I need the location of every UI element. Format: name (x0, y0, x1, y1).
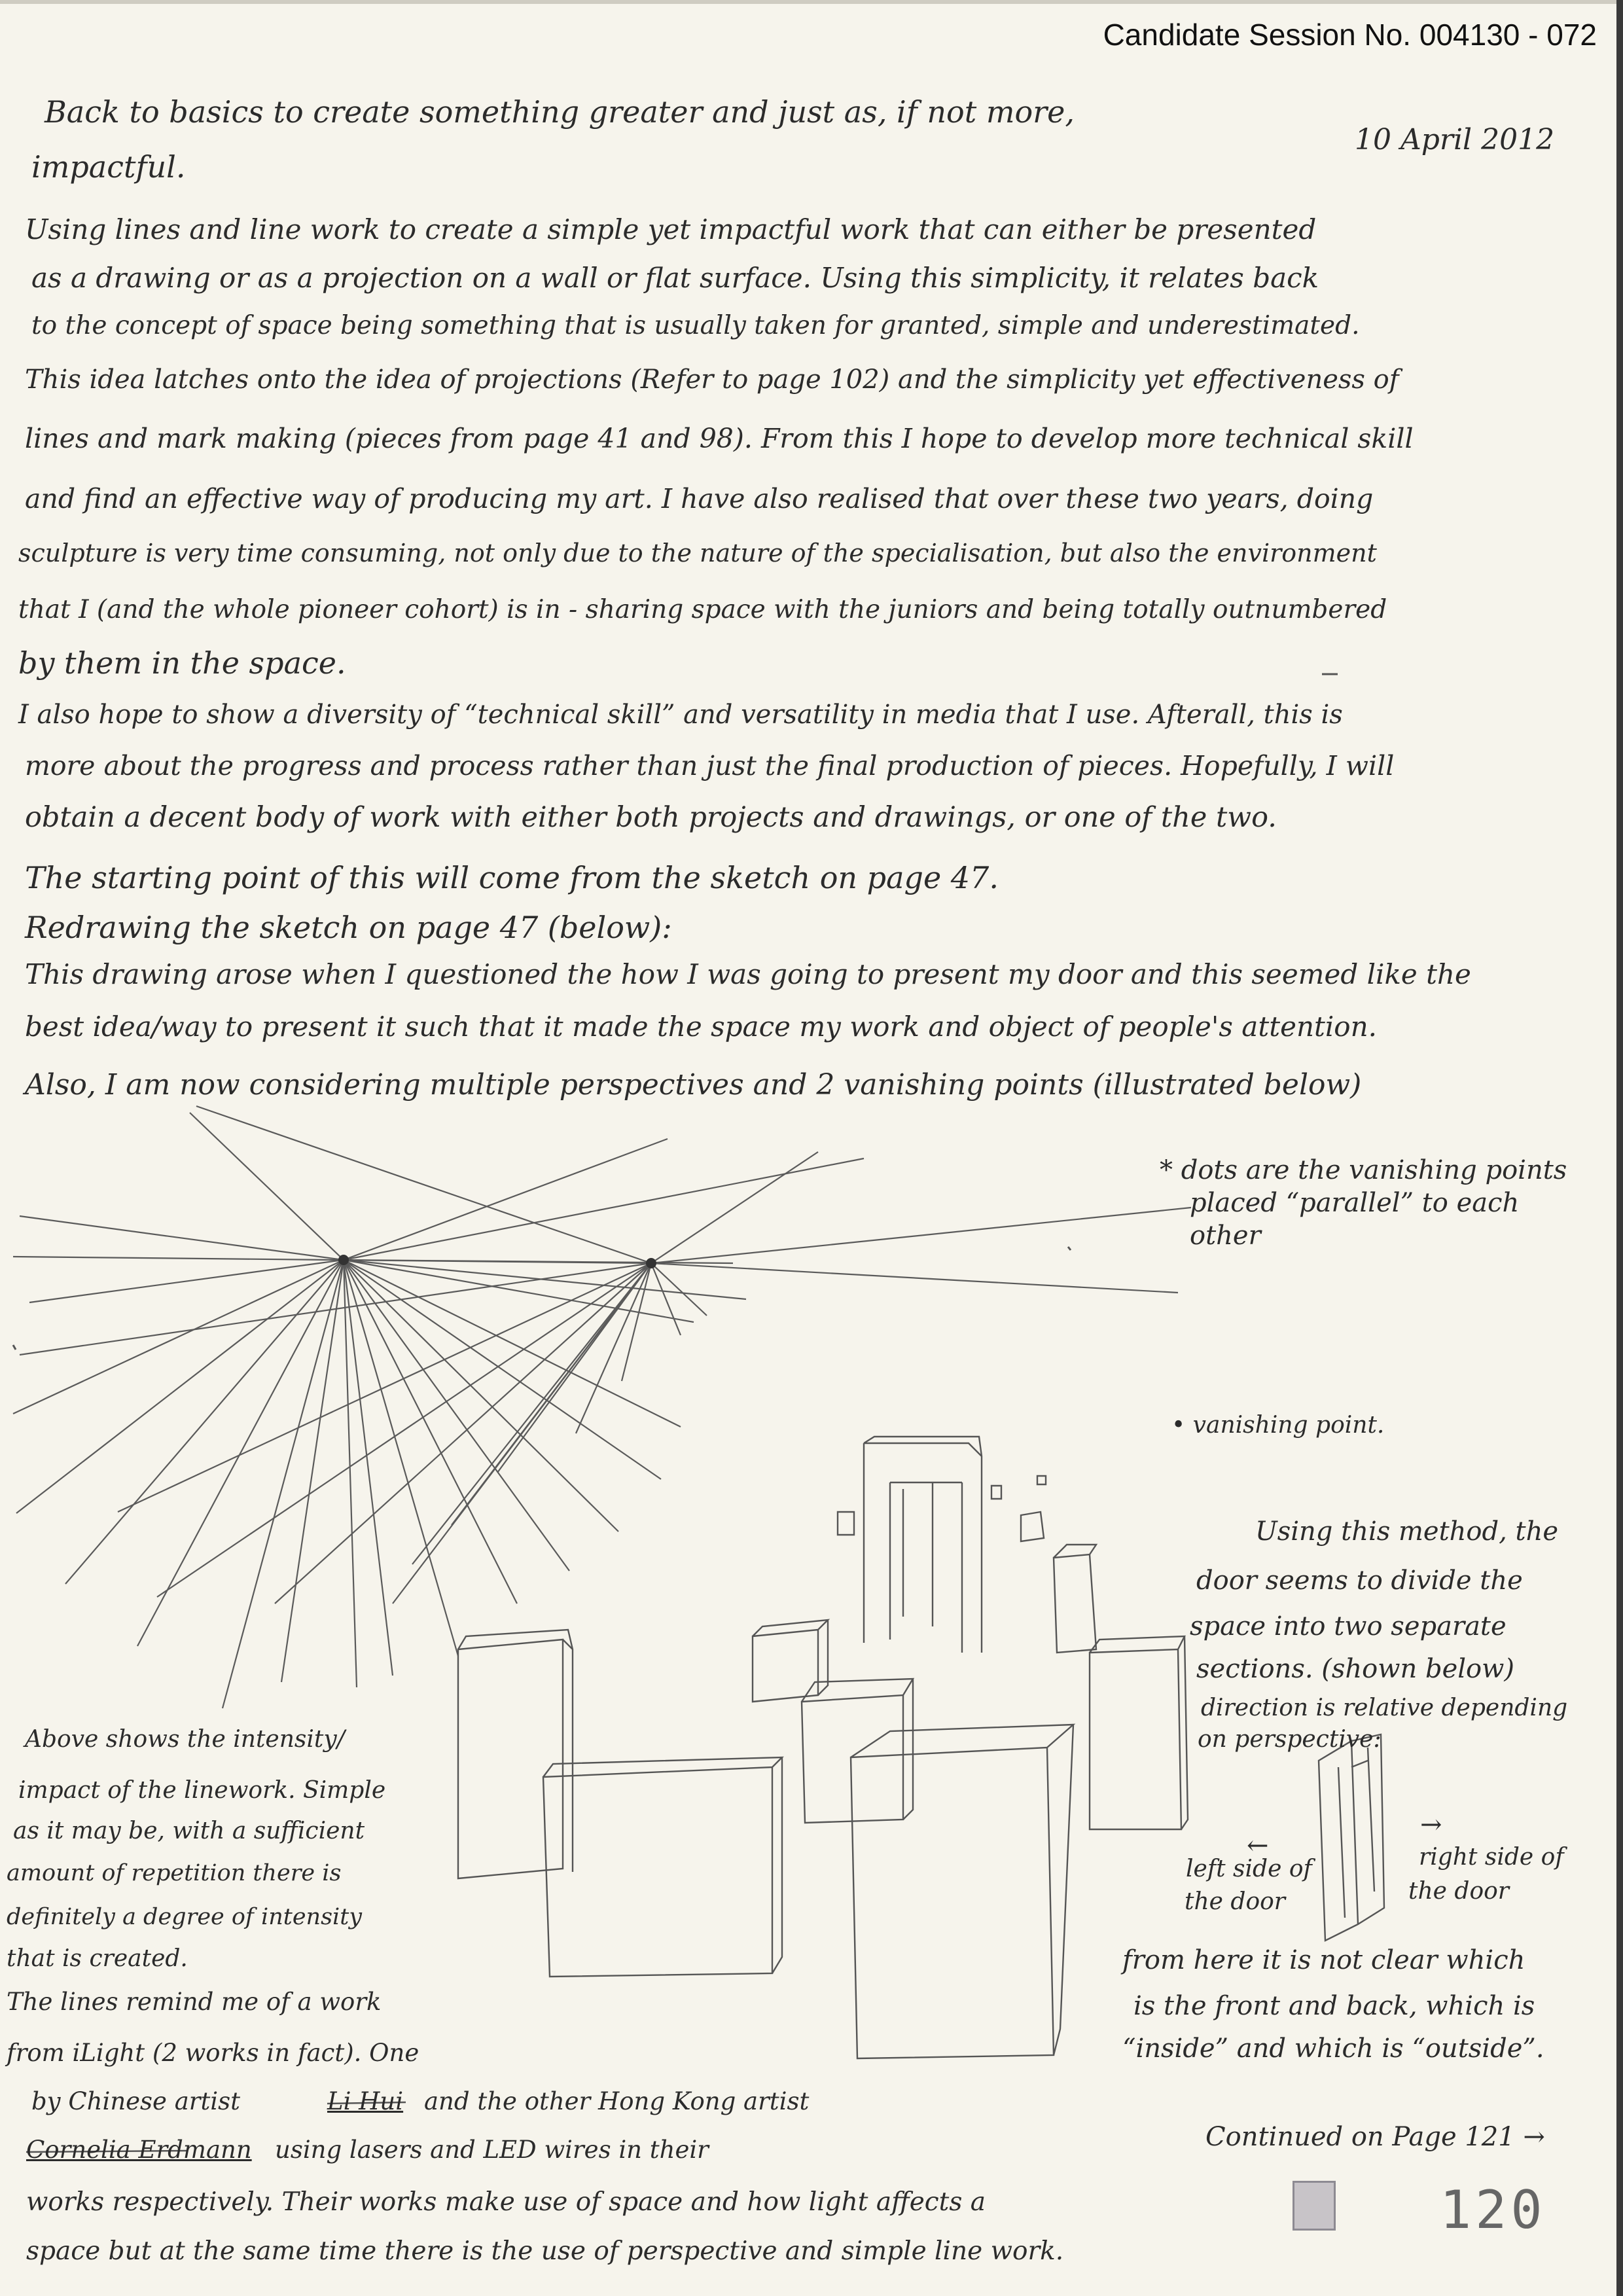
text-line-16: Redrawing the sketch on page 47 (below): (25, 910, 672, 945)
note-intensity-10: and the other Hong Kong artist (424, 2087, 810, 2115)
perspective-ray (20, 1216, 344, 1260)
text-line-14: obtain a decent body of work with either both projects and drawings, or one of the two. (25, 801, 1277, 834)
stray-marks (13, 674, 1338, 1350)
right-arrow-icon: → (1420, 1810, 1442, 1840)
note-front-back-2: is the front and back, which is (1133, 1991, 1535, 2021)
candidate-session-header: Candidate Session No. 004130 - 072 (1103, 18, 1597, 52)
left-arrow-icon: ← (1247, 1831, 1269, 1861)
perspective-ray (137, 1260, 344, 1646)
perspective-ray (344, 1260, 618, 1532)
note-intensity-11: using lasers and LED wires in their (275, 2136, 709, 2164)
perspective-ray (452, 1263, 651, 1525)
text-line-1: Back to basics to create something greater and just as, if not more, (45, 94, 1075, 130)
note-intensity-9: by Chinese artist (31, 2087, 240, 2115)
note-left-side-2: the door (1185, 1888, 1286, 1915)
perspective-ray (344, 1139, 668, 1260)
note-method-3: space into two separate (1190, 1611, 1507, 1641)
perspective-ray (344, 1260, 681, 1427)
bottom-line-2: space but at the same time there is the use of perspective and simple line work. (26, 2236, 1064, 2266)
perspective-ray (344, 1260, 458, 1656)
note-left-side-1: left side of (1186, 1856, 1312, 1882)
text-line-7: lines and mark making (pieces from page 41 and 98). From this I hope to develop more technical skill (25, 423, 1414, 454)
note-intensity-1: Above shows the intensity/ (25, 1726, 345, 1753)
text-line-13: more about the progress and process rather than just the final production of pieces. Hopefully, I will (25, 750, 1395, 781)
text-line-10: that I (and the whole pioneer cohort) is in - sharing space with the juniors and being totally outnumbered (18, 595, 1387, 624)
perspective-ray (344, 1260, 517, 1604)
note-intensity-6: that is created. (7, 1945, 188, 1972)
vanishing-point-left (338, 1255, 349, 1265)
note-vanishing-point: • vanishing point. (1171, 1412, 1385, 1439)
note-method-2: door seems to divide the (1196, 1566, 1523, 1596)
text-line-19: Also, I am now considering multiple perspectives and 2 vanishing points (illustrated below) (25, 1068, 1362, 1102)
text-line-12: I also hope to show a diversity of “technical skill” and versatility in media that I use. Afterall, this is (18, 700, 1343, 730)
note-vanishing-dots-2: placed “parallel” to each (1190, 1188, 1520, 1218)
entry-date: 10 April 2012 (1355, 123, 1555, 156)
text-line-2: impactful. (31, 149, 186, 185)
note-intensity-5: definitely a degree of intensity (7, 1904, 363, 1930)
perspective-ray (13, 1257, 651, 1263)
artist-li-hui: Li Hui (327, 2087, 404, 2115)
text-line-11: by them in the space. (18, 645, 346, 681)
note-method-6: on perspective: (1198, 1726, 1382, 1753)
text-line-9: sculpture is very time consuming, not only due to the nature of the specialisation, but also the environment (18, 539, 1377, 567)
artist-cornelia-erdmann: Cornelia Erdmann (26, 2136, 252, 2164)
note-right-side-2: the door (1408, 1878, 1510, 1905)
text-line-17: This drawing arose when I questioned the how I was going to present my door and this seemed like the (25, 958, 1471, 990)
note-intensity-8: from iLight (2 works in fact). One (7, 2039, 419, 2067)
vanishing-point-rays (13, 1106, 1191, 1708)
note-vanishing-dots-1: * dots are the vanishing points (1160, 1155, 1567, 1185)
note-intensity-2: impact of the linework. Simple (18, 1777, 386, 1804)
note-method-4: sections. (shown below) (1196, 1654, 1514, 1684)
perspective-ray (497, 1263, 651, 1473)
note-intensity-3: as it may be, with a sufficient (13, 1818, 365, 1844)
perspective-ray (344, 1260, 357, 1687)
text-line-6: This idea latches onto the idea of projections (Refer to page 102) and the simplicity yet effectiveness of (25, 365, 1399, 395)
perspective-ray (651, 1152, 818, 1263)
perspective-ray (651, 1263, 707, 1316)
note-method-1: Using this method, the (1255, 1516, 1559, 1547)
note-intensity-4: amount of repetition there is (7, 1860, 342, 1886)
note-continued: Continued on Page 121 → (1205, 2122, 1545, 2152)
page-stamp (1293, 2181, 1336, 2231)
text-line-5: to the concept of space being something that is usually taken for granted, simple and underestimated. (31, 311, 1360, 340)
perspective-ray (281, 1260, 344, 1682)
note-front-back-3: “inside” and which is “outside”. (1122, 2034, 1544, 2064)
vanishing-point-right (646, 1258, 656, 1268)
note-right-side-1: right side of (1419, 1844, 1564, 1871)
perspective-ray (344, 1260, 661, 1479)
text-line-15: The starting point of this will come from the sketch on page 47. (25, 860, 999, 895)
perspective-ray (190, 1113, 344, 1260)
text-line-3: Using lines and line work to create a simple yet impactful work that can either be presented (25, 213, 1317, 245)
text-line-18: best idea/way to present it such that it made the space my work and object of people's attention. (25, 1011, 1377, 1043)
perspective-ray (20, 1263, 651, 1355)
perspective-ray (651, 1208, 1191, 1263)
perspective-ray (651, 1263, 681, 1335)
perspective-ray (65, 1260, 344, 1584)
page-number: 120 (1440, 2179, 1546, 2240)
note-method-5: direction is relative depending (1201, 1695, 1568, 1721)
text-line-4: as a drawing or as a projection on a wall or flat surface. Using this simplicity, it relates back (31, 262, 1319, 294)
note-vanishing-dots-3: other (1190, 1221, 1261, 1251)
perspective-ray (344, 1260, 393, 1676)
note-intensity-7: The lines remind me of a work (7, 1988, 382, 2016)
text-line-8: and find an effective way of producing my art. I have also realised that over these two years, doing (25, 483, 1374, 514)
note-front-back-1: from here it is not clear which (1122, 1945, 1525, 1975)
perspective-ray (651, 1263, 1178, 1293)
bottom-line-1: works respectively. Their works make use of space and how light affects a (26, 2187, 986, 2217)
